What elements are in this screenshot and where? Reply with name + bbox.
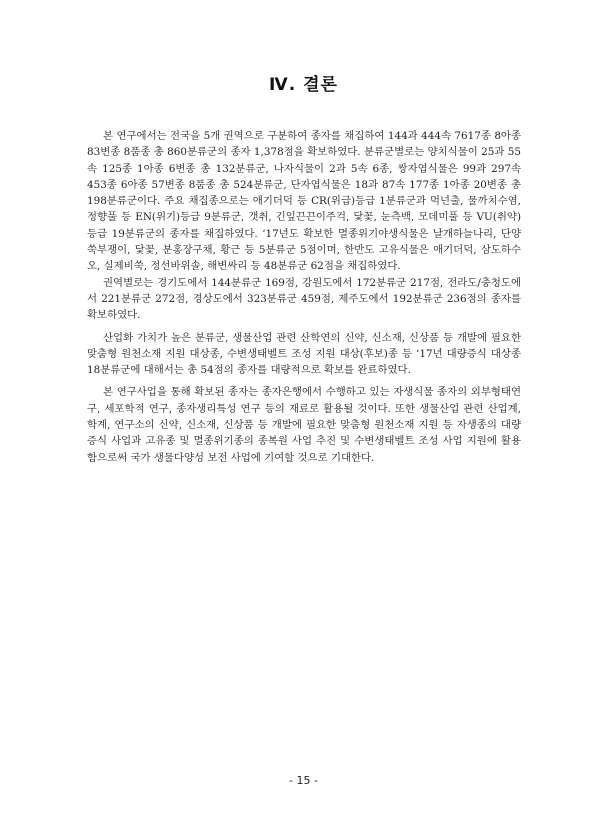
- conclusion-body: [87, 128, 521, 466]
- section-title: Ⅳ. 결론: [269, 75, 338, 95]
- paragraph-regional-summary: 권역별로는 경기도에서 144분류군 169점, 강원도에서 172분류군 217점, 전라도/충청도에서 221분류군 272점, 경상도에서 323분류군 459점, 제주도에서 192분류군 236점의 종자를 확보하였다.: [87, 276, 521, 322]
- paragraph-mass-propagation: 산업화 가치가 높은 분류군, 생물산업 관련 산학연의 신약, 신소재, 신상품 등 개발에 필요한 맞춤형 원천소재 지원 대상종, 수변생태벨트 조성 지원 대상(후보)종 등 ‘17년 대량증식 대상종 18분류군에 대해서는 총 54점의 종자를 대량적으로 확보를 완료하였다.: [87, 331, 521, 377]
- paragraph-expected-outcomes: 본 연구사업을 통해 확보된 종자는 종자은행에서 수행하고 있는 자생식물 종자의 외부형태연구, 세포학적 연구, 종자생리특성 연구 등의 재료로 활용될 것이다. 또한 생물산업 관련 산업계, 학계, 연구소의 신약, 신소재, 신상품 등 개발에 필요한 맞춤형 원천소재 지원 등 자생종의 대량증식 사업과 고유종 및 멸종위기종의 종복원 사업 추진 및 수변생태벨트 조성 사업 지원에 활용함으로써 국가 생물다양성 보전 사업에 기여할 것으로 기대한다.: [87, 386, 521, 464]
- paragraph-collection-summary: 본 연구에서는 전국을 5개 권역으로 구분하여 종자를 채집하여 144과 444속 7617종 8아종 83변종 8품종 총 860분류군의 종자 1,378점을 확보하였다. 분류군별로는 양치식물이 25과 55속 125종 1아종 6변종 총 132분류군, 나자식물이 2과 5속 6종, 쌍자엽식물은 99과 297속 453종 6아종 57변종 8품종 총 524분류군, 단자엽식물은 18과 87속 177종 1아종 20변종 총 198분류군이다. 주요 채집종으로는 애기더덕 등 CR(위급)등급 1분류군과 먹넌출, 물까치수염, 정향풀 등 EN(위기)등급 9분류군, 갯취, 긴잎끈끈이주걱, 닻꽃, 눈측백, 모데미풀 등 VU(취약)등급 19분류군의 종자를 채집하였다. ‘17년도 확보한 멸종위기야생식물은 날개하늘나리, 단양쑥부쟁이, 닻꽃, 분홍장구채, 황근 등 5분류군 5점이며, 한반도 고유식물은 애기더덕, 삼도하수오, 실제비쑥, 정선바위솔, 해변싸리 등 48분류군 62점을 채집하였다.: [87, 130, 521, 273]
- page-number: - 15 -: [289, 774, 318, 787]
